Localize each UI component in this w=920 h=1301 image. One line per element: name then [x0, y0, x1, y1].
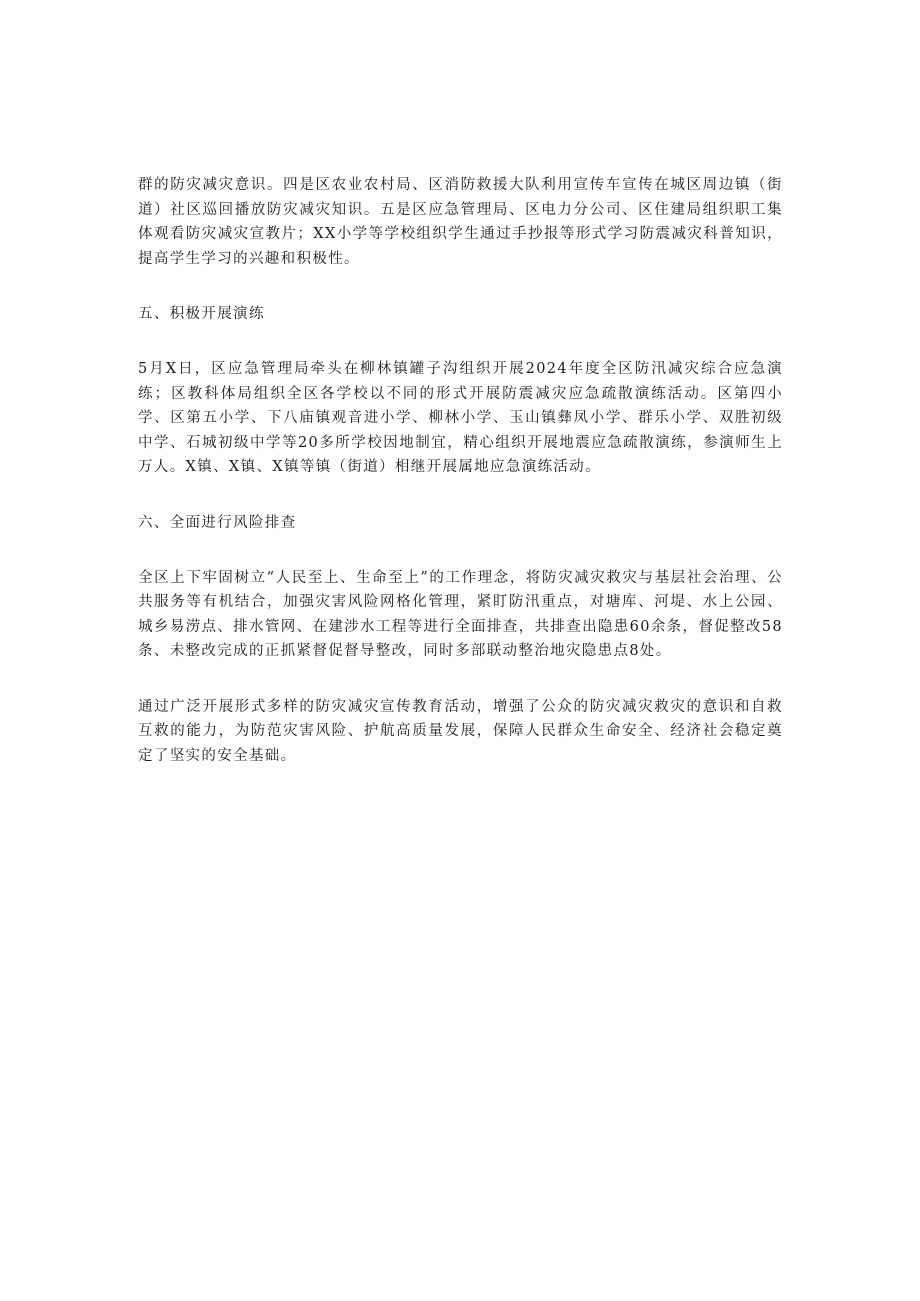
paragraph-drills: 5月X日，区应急管理局牵头在柳林镇罐子沟组织开展2024年度全区防汛减灾综合应急演练；区教科体局组织全区各学校以不同的形式开展防震减灾应急疏散演练活动。区第四小学、区第五小学、下八庙镇观音进小学、柳林小学、玉山镇彝凤小学、群乐小学、双胜初级中学、石城初级中学等20多所学校因地制宜，精心组织开展地震应急疏散演练，参演师生上万人。X镇、X镇、X镇等镇（街道）相继开展属地应急演练活动。 [138, 361, 783, 475]
document-body [138, 173, 783, 768]
spacer [138, 326, 783, 357]
paragraph-conclusion: 通过广泛开展形式多样的防灾减灾宣传教育活动，增强了公众的防灾减灾救灾的意识和自救互救的能力，为防范灾害风险、护航高质量发展，保障人民群众生命安全、经济社会稳定奠定了坚实的安全基础。 [138, 698, 783, 764]
spacer [138, 271, 783, 302]
paragraph-risk-check: 全区上下牢固树立“人民至上、生命至上”的工作理念，将防灾减灾救灾与基层社会治理、公共服务等有机结合，加强灾害风险网格化管理，紧盯防汛重点，对塘库、河堤、水上公园、城乡易涝点、排水管网、在建涉水工程等进行全面排查，共排查出隐患60余条，督促整改58条、未整改完成的正抓紧督促督导整改，同时多部联动整治地灾隐患点8处。 [138, 569, 783, 659]
spacer [138, 535, 783, 566]
section-heading-risk-check: 六、全面进行风险排查 [138, 514, 297, 531]
spacer [138, 664, 783, 695]
spacer [138, 480, 783, 511]
paragraph-publicity: 群的防灾减灾意识。四是区农业农村局、区消防救援大队利用宣传车宣传在城区周边镇（街道）社区巡回播放防灾减灾知识。五是区应急管理局、区电力分公司、区住建局组织职工集体观看防灾减灾宣教片；XX小学等学校组织学生通过手抄报等形式学习防震减灾科普知识，提高学生学习的兴趣和积极性。 [138, 177, 783, 267]
section-heading-drills: 五、积极开展演练 [138, 306, 265, 322]
